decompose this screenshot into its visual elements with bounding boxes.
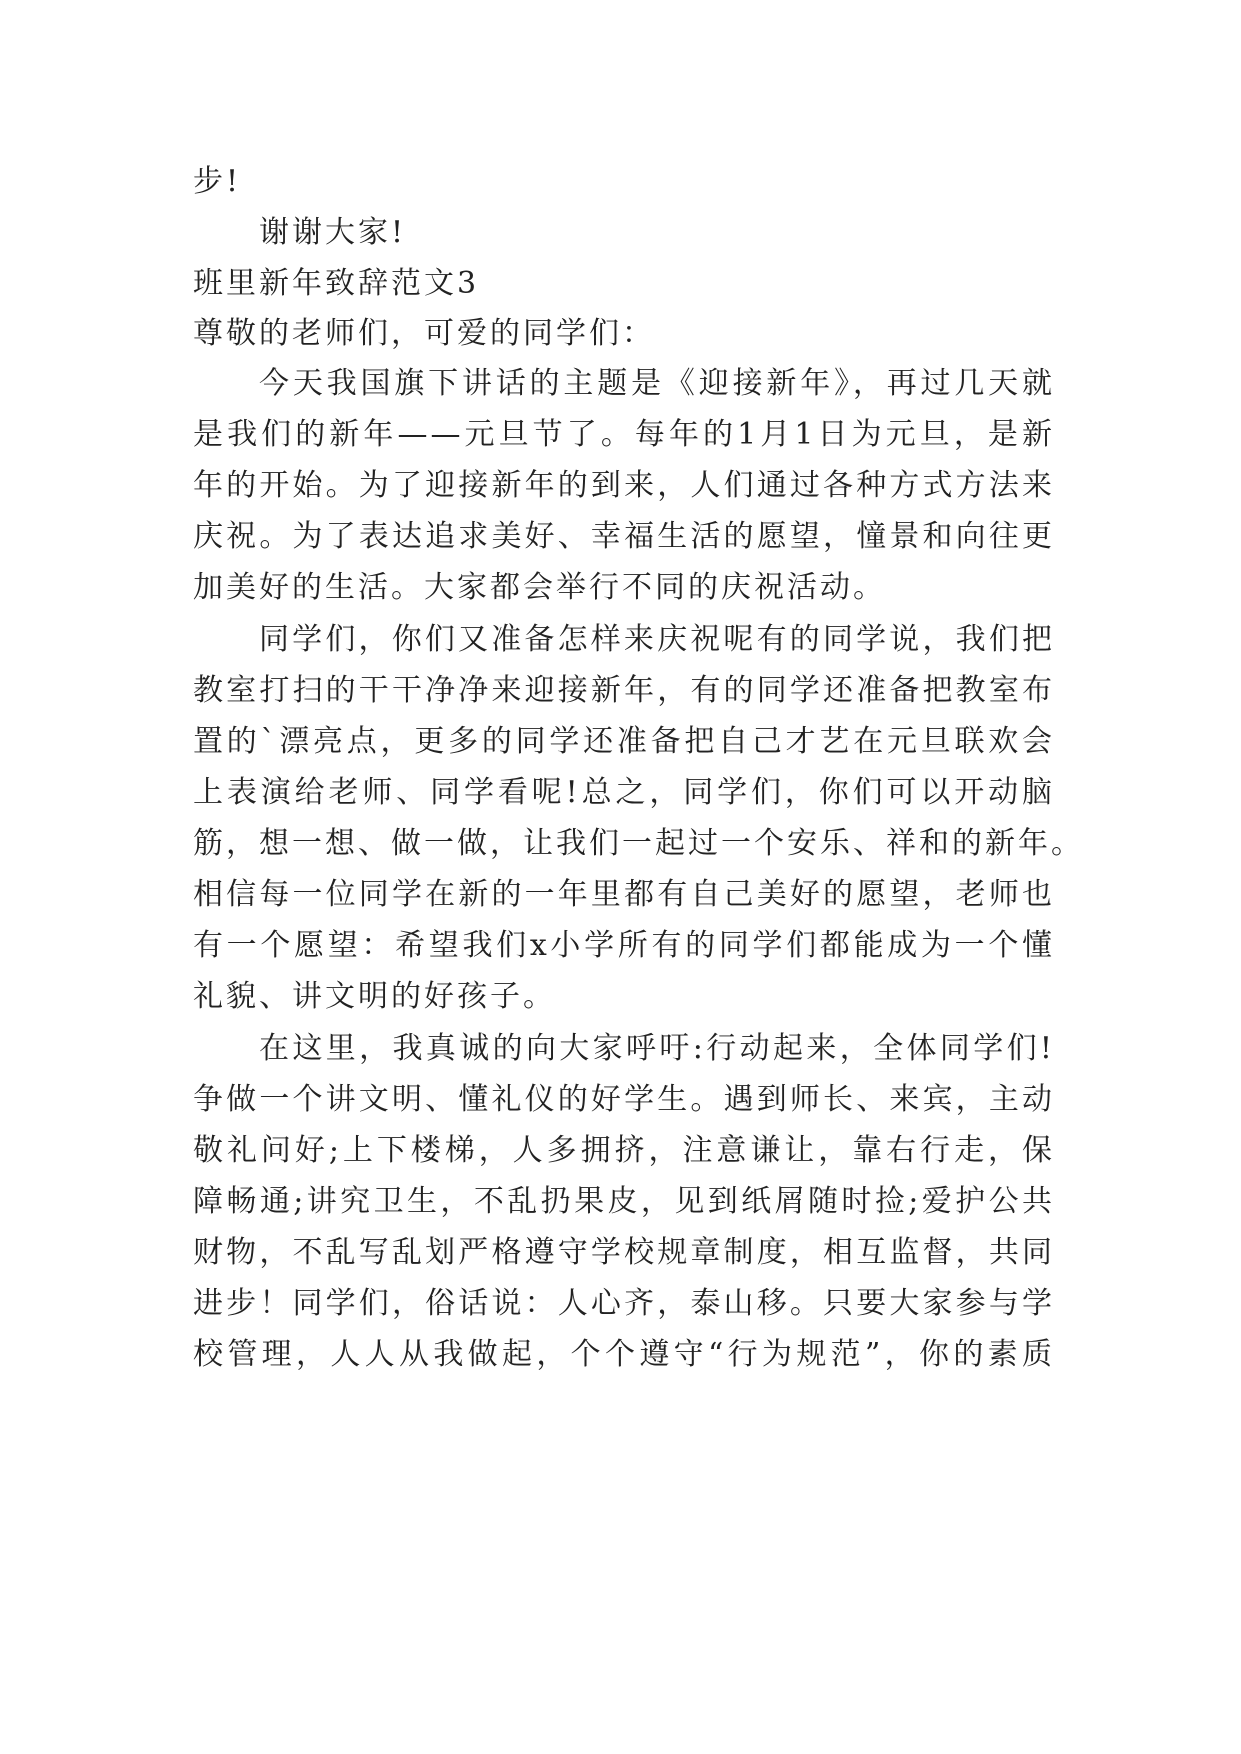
text-line: 同学们，你们又准备怎样来庆祝呢有的同学说，我们把 xyxy=(259,622,1055,657)
text-line: 步! xyxy=(193,164,242,199)
section-title: 班里新年致辞范文3 xyxy=(193,266,480,301)
text-line: 筋，想一想、做一做，让我们一起过一个安乐、祥和的新年。 xyxy=(193,826,1084,861)
text-line: 校管理，人人从我做起，个个遵守“行为规范”，你的素质 xyxy=(193,1337,1055,1372)
salutation: 尊敬的老师们，可爱的同学们： xyxy=(193,316,655,351)
text-line: 上表演给老师、同学看呢!总之，同学们，你们可以开动脑 xyxy=(193,775,1055,810)
text-line: 谢谢大家! xyxy=(259,215,407,250)
text-line: 礼貌、讲文明的好孩子。 xyxy=(193,979,556,1014)
text-line: 财物，不乱写乱划严格遵守学校规章制度，相互监督，共同 xyxy=(193,1235,1055,1270)
text-line: 有一个愿望：希望我们x小学所有的同学们都能成为一个懂 xyxy=(193,928,1055,963)
text-line: 年的开始。为了迎接新年的到来，人们通过各种方式方法来 xyxy=(193,468,1055,503)
text-line: 敬礼问好;上下楼梯，人多拥挤，注意谦让，靠右行走，保 xyxy=(193,1133,1055,1168)
text-line: 争做一个讲文明、懂礼仪的好学生。遇到师长、来宾，主动 xyxy=(193,1082,1055,1117)
text-line: 相信每一位同学在新的一年里都有自己美好的愿望，老师也 xyxy=(193,877,1055,912)
text-line: 是我们的新年——元旦节了。每年的1月1日为元旦，是新 xyxy=(193,417,1055,452)
text-line: 今天我国旗下讲话的主题是《迎接新年》，再过几天就 xyxy=(259,366,1055,401)
text-line: 教室打扫的干干净净来迎接新年，有的同学还准备把教室布 xyxy=(193,673,1055,708)
text-line: 进步！同学们，俗话说：人心齐，泰山移。只要大家参与学 xyxy=(193,1286,1055,1321)
text-line: 障畅通;讲究卫生，不乱扔果皮，见到纸屑随时捡;爱护公共 xyxy=(193,1184,1055,1219)
text-line: 加美好的生活。大家都会举行不同的庆祝活动。 xyxy=(193,570,886,605)
text-line: 置的`漂亮点，更多的同学还准备把自己才艺在元旦联欢会 xyxy=(193,724,1055,759)
text-line: 在这里，我真诚的向大家呼吁:行动起来，全体同学们! xyxy=(259,1031,1055,1066)
text-line: 庆祝。为了表达追求美好、幸福生活的愿望，憧景和向往更 xyxy=(193,519,1055,554)
